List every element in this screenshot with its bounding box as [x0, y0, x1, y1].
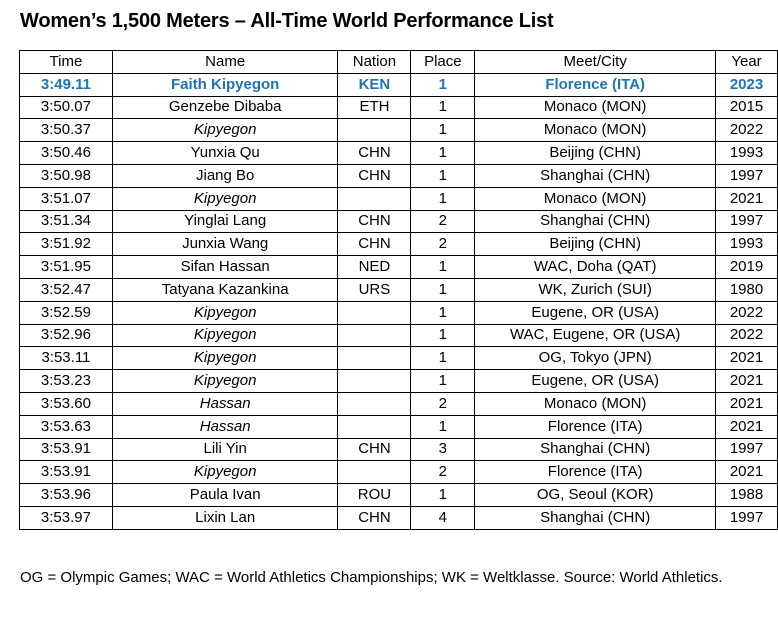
- cell-meet: Eugene, OR (USA): [475, 301, 716, 324]
- cell-year: 1993: [716, 142, 778, 165]
- cell-place: 1: [411, 164, 475, 187]
- column-header-place: Place: [411, 51, 475, 74]
- cell-time: 3:50.46: [20, 142, 113, 165]
- cell-time: 3:53.91: [20, 438, 113, 461]
- table-row: [20, 392, 778, 415]
- cell-place: 4: [411, 506, 475, 529]
- cell-time: 3:53.23: [20, 370, 113, 393]
- performance-table: [19, 50, 778, 530]
- cell-year: 2023: [716, 73, 778, 96]
- cell-nation: NED: [338, 256, 411, 279]
- cell-place: 1: [411, 73, 475, 96]
- cell-nation: [338, 119, 411, 142]
- cell-time: 3:50.07: [20, 96, 113, 119]
- cell-nation: ETH: [338, 96, 411, 119]
- cell-meet: OG, Seoul (KOR): [475, 484, 716, 507]
- cell-year: 1980: [716, 278, 778, 301]
- table-row: [20, 187, 778, 210]
- cell-meet: WK, Zurich (SUI): [475, 278, 716, 301]
- cell-nation: [338, 187, 411, 210]
- cell-time: 3:52.59: [20, 301, 113, 324]
- cell-year: 2021: [716, 415, 778, 438]
- cell-year: 1988: [716, 484, 778, 507]
- cell-meet: Florence (ITA): [475, 73, 716, 96]
- cell-place: 1: [411, 415, 475, 438]
- cell-meet: WAC, Eugene, OR (USA): [475, 324, 716, 347]
- cell-place: 2: [411, 233, 475, 256]
- table-row: [20, 256, 778, 279]
- cell-time: 3:53.60: [20, 392, 113, 415]
- cell-year: 2021: [716, 461, 778, 484]
- cell-place: 2: [411, 461, 475, 484]
- cell-nation: [338, 347, 411, 370]
- cell-name: Kipyegon: [112, 187, 338, 210]
- column-header-time: Time: [20, 51, 113, 74]
- cell-nation: [338, 415, 411, 438]
- cell-name: Hassan: [112, 392, 338, 415]
- cell-year: 2021: [716, 187, 778, 210]
- cell-time: 3:52.96: [20, 324, 113, 347]
- cell-time: 3:51.34: [20, 210, 113, 233]
- cell-time: 3:51.07: [20, 187, 113, 210]
- cell-nation: CHN: [338, 233, 411, 256]
- cell-time: 3:53.91: [20, 461, 113, 484]
- footnote: OG = Olympic Games; WAC = World Athletics Championships; WK = Weltklasse. Source: World Athletics.: [20, 569, 723, 586]
- column-header-year: Year: [716, 51, 778, 74]
- cell-name: Jiang Bo: [112, 164, 338, 187]
- cell-time: 3:51.92: [20, 233, 113, 256]
- cell-name: Yinglai Lang: [112, 210, 338, 233]
- page-title: Women’s 1,500 Meters – All-Time World Performance List: [20, 10, 554, 32]
- cell-year: 1997: [716, 164, 778, 187]
- cell-meet: Monaco (MON): [475, 96, 716, 119]
- cell-nation: CHN: [338, 142, 411, 165]
- cell-place: 1: [411, 347, 475, 370]
- cell-year: 2021: [716, 370, 778, 393]
- cell-name: Yunxia Qu: [112, 142, 338, 165]
- cell-year: 1997: [716, 506, 778, 529]
- cell-place: 1: [411, 301, 475, 324]
- cell-name: Junxia Wang: [112, 233, 338, 256]
- cell-meet: Eugene, OR (USA): [475, 370, 716, 393]
- cell-meet: Monaco (MON): [475, 187, 716, 210]
- cell-time: 3:52.47: [20, 278, 113, 301]
- cell-name: Kipyegon: [112, 301, 338, 324]
- table-body: [20, 73, 778, 529]
- cell-name: Paula Ivan: [112, 484, 338, 507]
- table-header-row: [20, 51, 778, 74]
- table-row: [20, 164, 778, 187]
- cell-year: 2015: [716, 96, 778, 119]
- table-row: [20, 506, 778, 529]
- cell-year: 2022: [716, 324, 778, 347]
- table-row: [20, 415, 778, 438]
- cell-place: 1: [411, 187, 475, 210]
- cell-year: 2021: [716, 392, 778, 415]
- cell-meet: Monaco (MON): [475, 119, 716, 142]
- cell-meet: Monaco (MON): [475, 392, 716, 415]
- cell-place: 1: [411, 119, 475, 142]
- cell-meet: Florence (ITA): [475, 415, 716, 438]
- cell-name: Genzebe Dibaba: [112, 96, 338, 119]
- cell-time: 3:49.11: [20, 73, 113, 96]
- cell-place: 1: [411, 370, 475, 393]
- cell-time: 3:50.98: [20, 164, 113, 187]
- cell-name: Kipyegon: [112, 461, 338, 484]
- cell-meet: Shanghai (CHN): [475, 210, 716, 233]
- cell-year: 2022: [716, 119, 778, 142]
- cell-year: 1997: [716, 438, 778, 461]
- table-row: [20, 278, 778, 301]
- cell-year: 1993: [716, 233, 778, 256]
- cell-nation: ROU: [338, 484, 411, 507]
- table-row: [20, 347, 778, 370]
- cell-time: 3:53.11: [20, 347, 113, 370]
- cell-year: 2019: [716, 256, 778, 279]
- cell-time: 3:50.37: [20, 119, 113, 142]
- column-header-nation: Nation: [338, 51, 411, 74]
- cell-time: 3:53.63: [20, 415, 113, 438]
- cell-nation: KEN: [338, 73, 411, 96]
- cell-nation: [338, 324, 411, 347]
- cell-time: 3:53.96: [20, 484, 113, 507]
- cell-time: 3:53.97: [20, 506, 113, 529]
- cell-name: Kipyegon: [112, 370, 338, 393]
- cell-year: 2021: [716, 347, 778, 370]
- cell-meet: Shanghai (CHN): [475, 506, 716, 529]
- cell-place: 3: [411, 438, 475, 461]
- table-row: [20, 210, 778, 233]
- cell-time: 3:51.95: [20, 256, 113, 279]
- cell-name: Kipyegon: [112, 324, 338, 347]
- cell-name: Kipyegon: [112, 119, 338, 142]
- cell-place: 1: [411, 96, 475, 119]
- cell-place: 1: [411, 324, 475, 347]
- cell-name: Sifan Hassan: [112, 256, 338, 279]
- table-row: [20, 324, 778, 347]
- cell-name: Kipyegon: [112, 347, 338, 370]
- cell-nation: URS: [338, 278, 411, 301]
- cell-place: 1: [411, 256, 475, 279]
- cell-nation: CHN: [338, 506, 411, 529]
- cell-name: Faith Kipyegon: [112, 73, 338, 96]
- cell-name: Tatyana Kazankina: [112, 278, 338, 301]
- cell-meet: Florence (ITA): [475, 461, 716, 484]
- cell-nation: [338, 392, 411, 415]
- cell-meet: Beijing (CHN): [475, 233, 716, 256]
- table-row: [20, 233, 778, 256]
- table-row: [20, 438, 778, 461]
- cell-nation: [338, 461, 411, 484]
- cell-place: 1: [411, 278, 475, 301]
- cell-name: Lili Yin: [112, 438, 338, 461]
- cell-place: 2: [411, 210, 475, 233]
- cell-meet: Beijing (CHN): [475, 142, 716, 165]
- table-row: [20, 96, 778, 119]
- cell-nation: CHN: [338, 438, 411, 461]
- table-row: [20, 370, 778, 393]
- column-header-meet-city: Meet/City: [475, 51, 716, 74]
- column-header-name: Name: [112, 51, 338, 74]
- cell-year: 1997: [716, 210, 778, 233]
- table-row: [20, 461, 778, 484]
- cell-name: Lixin Lan: [112, 506, 338, 529]
- cell-year: 2022: [716, 301, 778, 324]
- cell-meet: OG, Tokyo (JPN): [475, 347, 716, 370]
- cell-name: Hassan: [112, 415, 338, 438]
- table-row: [20, 301, 778, 324]
- cell-place: 1: [411, 142, 475, 165]
- cell-nation: [338, 301, 411, 324]
- cell-place: 2: [411, 392, 475, 415]
- cell-place: 1: [411, 484, 475, 507]
- table-row: [20, 119, 778, 142]
- cell-nation: CHN: [338, 164, 411, 187]
- cell-meet: WAC, Doha (QAT): [475, 256, 716, 279]
- cell-meet: Shanghai (CHN): [475, 164, 716, 187]
- cell-meet: Shanghai (CHN): [475, 438, 716, 461]
- table-row: [20, 142, 778, 165]
- cell-nation: [338, 370, 411, 393]
- table-row: [20, 484, 778, 507]
- table-row: [20, 73, 778, 96]
- cell-nation: CHN: [338, 210, 411, 233]
